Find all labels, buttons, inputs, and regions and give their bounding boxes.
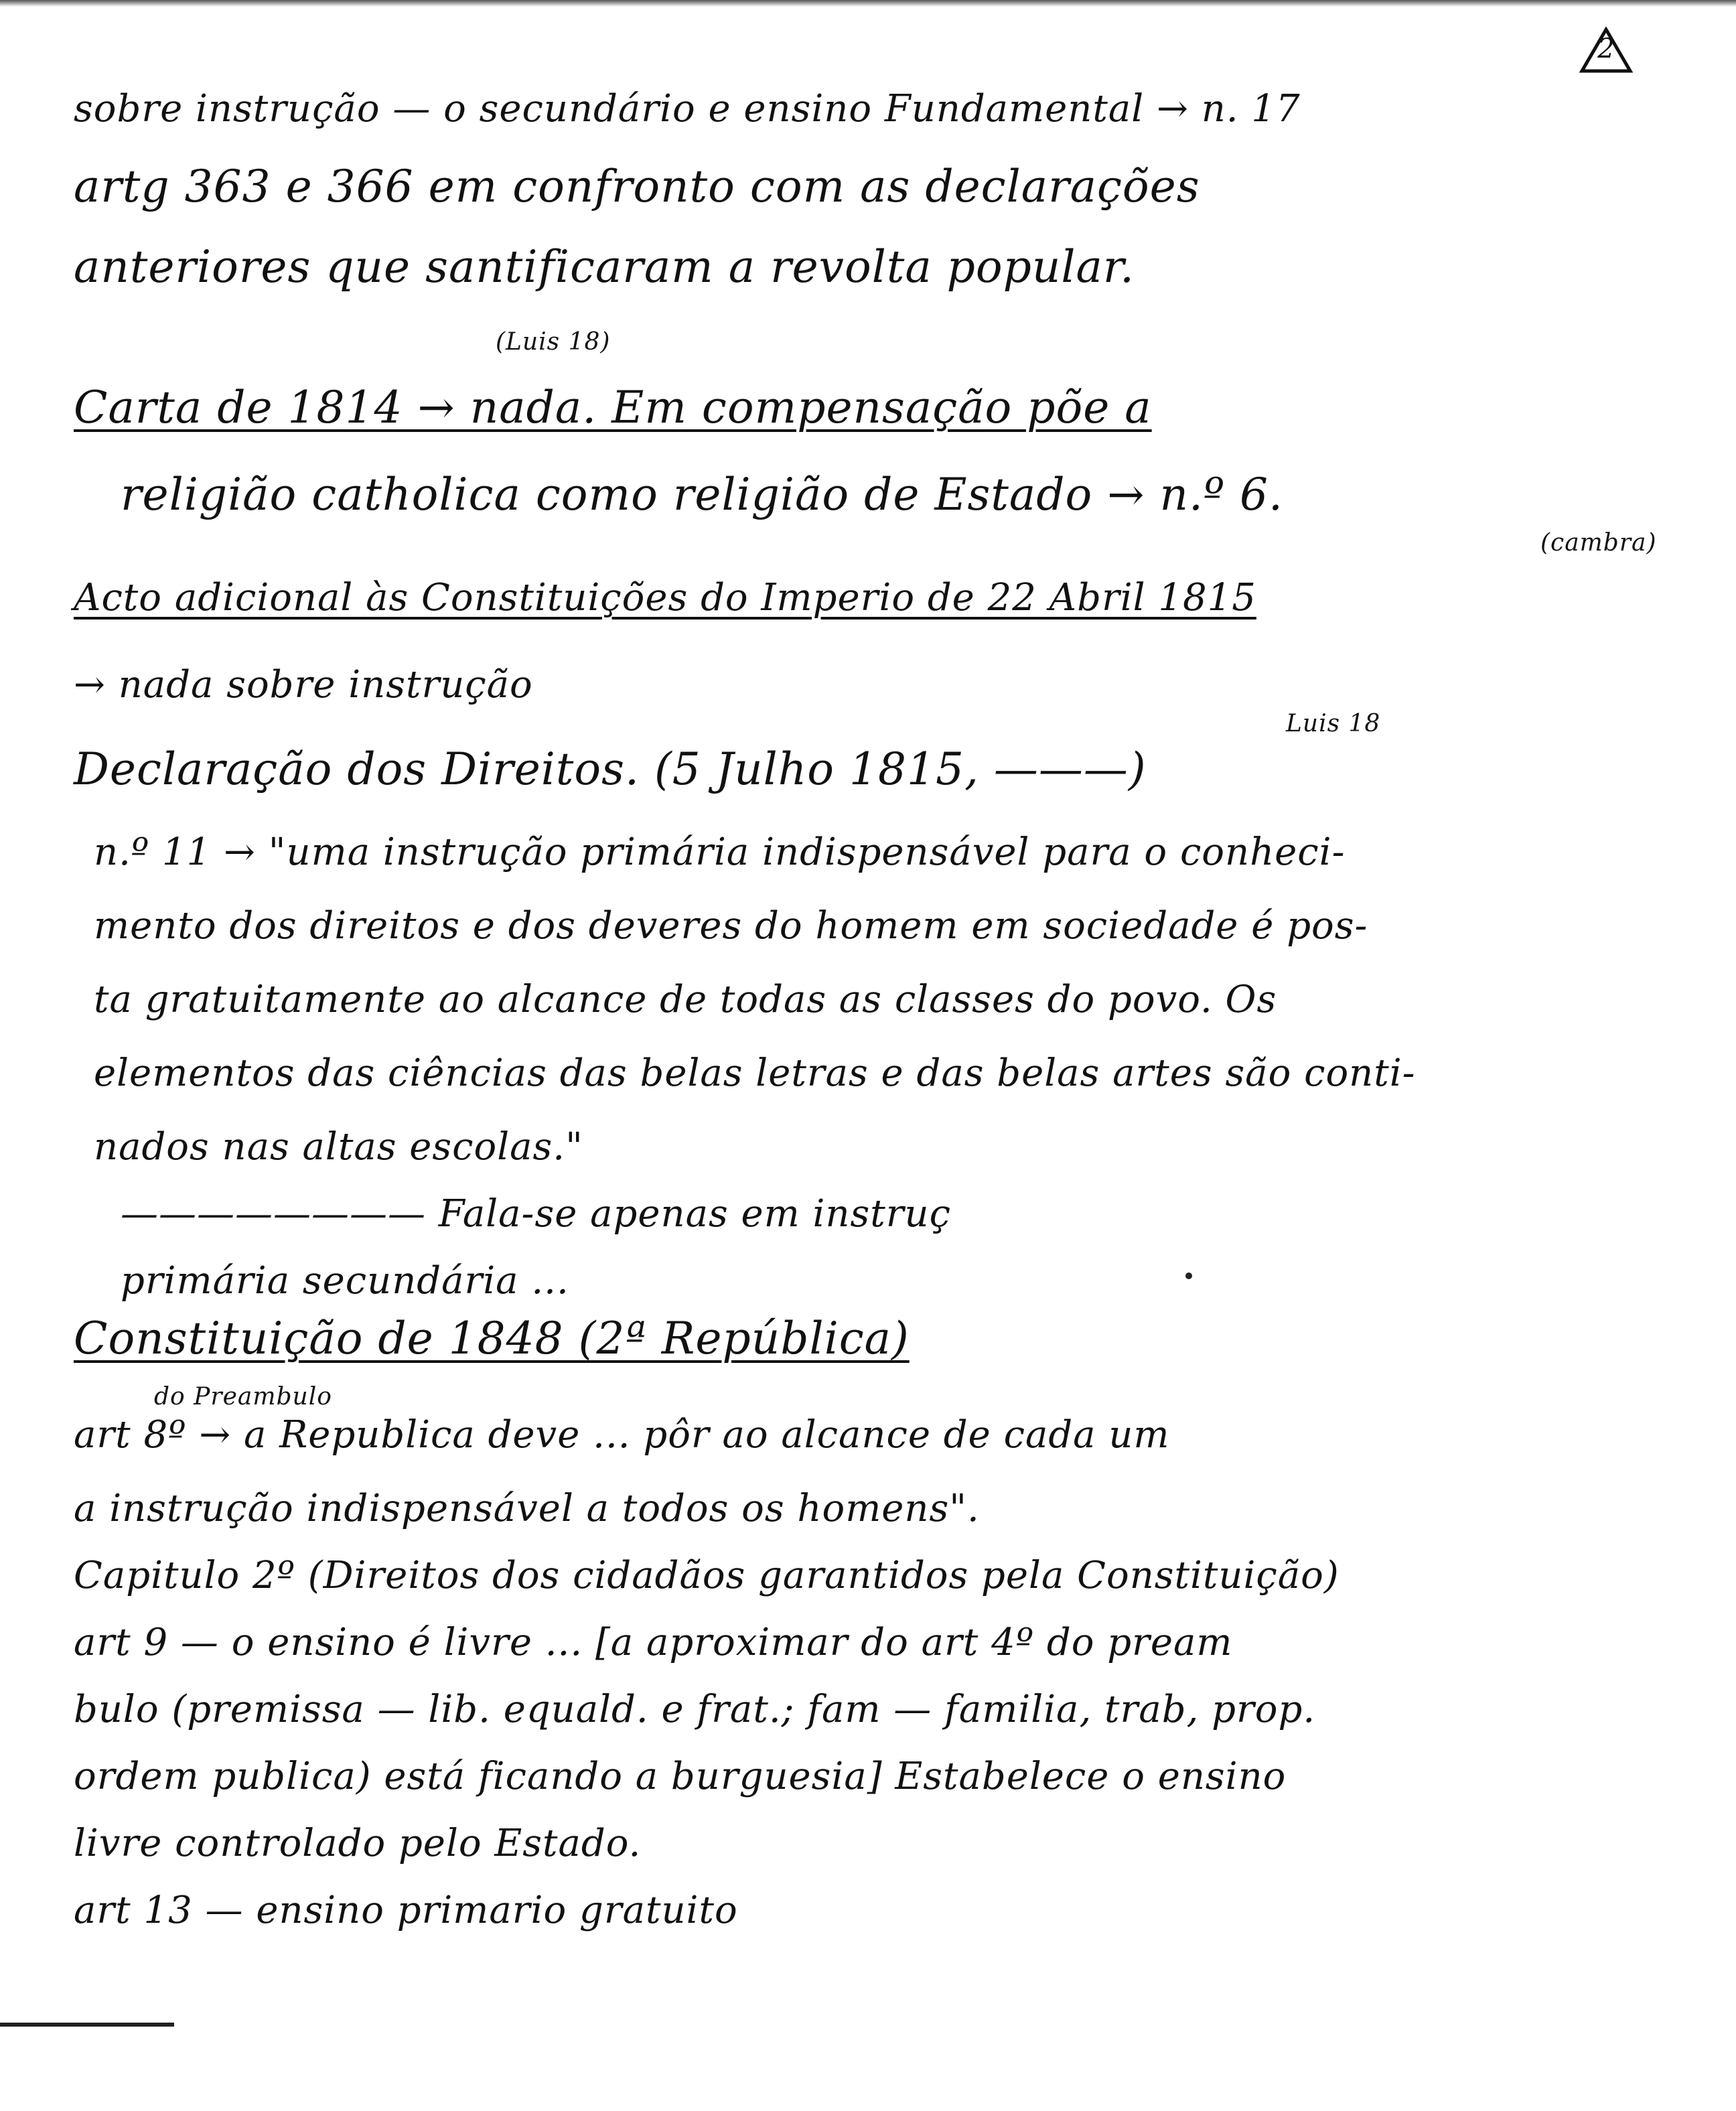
text-line-gratuitamente: ta gratuitamente ao alcance de todas as classes do povo. Os <box>94 978 1277 1021</box>
text-line-fala-se: ———————— Fala-se apenas em instruç <box>121 1192 951 1236</box>
margin-note-luis-18: (Luis 18) <box>496 328 611 356</box>
text-line-n11: n.º 11 → "uma instrução primária indispensável para o conheci- <box>94 830 1346 874</box>
text-line-3: anteriores que santificaram a revolta popular. <box>74 241 1135 293</box>
text-line-art-13: art 13 — ensino primario gratuito <box>74 1889 738 1932</box>
text-line-instrucao-indispensavel: a instrução indispensável a todos os homens". <box>74 1487 980 1530</box>
margin-note-luis-18-b: Luis 18 <box>1286 710 1381 737</box>
text-line-altas-escolas: nados nas altas escolas." <box>94 1125 583 1169</box>
text-line-1: sobre instrução — o secundário e ensino Fundamental → n. 17 <box>74 87 1301 131</box>
margin-note-cambra: (cambra) <box>1540 529 1657 557</box>
text-line-elementos: elementos das ciências das belas letras e das belas artes são conti- <box>94 1051 1416 1095</box>
text-line-nada-instrucao: → nada sobre instrução <box>74 663 533 707</box>
text-line-bulo: bulo (premissa — lib. equald. e frat.; fam — familia, trab, prop. <box>74 1688 1316 1731</box>
text-line-religiao: religião catholica como religião de Estado → n.º 6. <box>121 469 1283 520</box>
text-line-2: artg 363 e 366 em confronto com as declarações <box>74 161 1200 212</box>
text-line-capitulo-2: Capitulo 2º (Direitos dos cidadãos garantidos pela Constituição) <box>74 1554 1340 1597</box>
text-line-carta-1814: Carta de 1814 → nada. Em compensação põe a <box>74 382 1152 433</box>
text-line-declaracao: Declaração dos Direitos. (5 Julho 1815, ———) <box>74 743 1147 795</box>
text-line-livre-controlado: livre controlado pelo Estado. <box>74 1822 642 1865</box>
scan-bottom-mark <box>0 2023 174 2027</box>
text-line-mento: mento dos direitos e dos deveres do homem em sociedade é pos- <box>94 904 1368 948</box>
text-line-art-8: art 8º → a Republica deve ... pôr ao alcance de cada um <box>74 1413 1170 1457</box>
text-line-primaria: primária secundária ... <box>121 1259 569 1303</box>
text-line-ordem-publica: ordem publica) está ficando a burguesia] Estabelece o ensino <box>74 1755 1287 1798</box>
scan-top-edge <box>0 0 1736 7</box>
margin-note-preambulo: do Preambulo <box>154 1383 332 1410</box>
text-line-art-9: art 9 — o ensino é livre ... [a aproximar do art 4º do pream <box>74 1621 1233 1664</box>
text-line-acto-adicional: Acto adicional às Constituições do Imperio de 22 Abril 1815 <box>74 576 1256 620</box>
page-number: 2 <box>1597 33 1615 64</box>
page-number-badge <box>1579 27 1633 74</box>
text-line-constituicao-1848: Constituição de 1848 (2ª República) <box>74 1313 910 1364</box>
ink-dot <box>1185 1272 1192 1279</box>
